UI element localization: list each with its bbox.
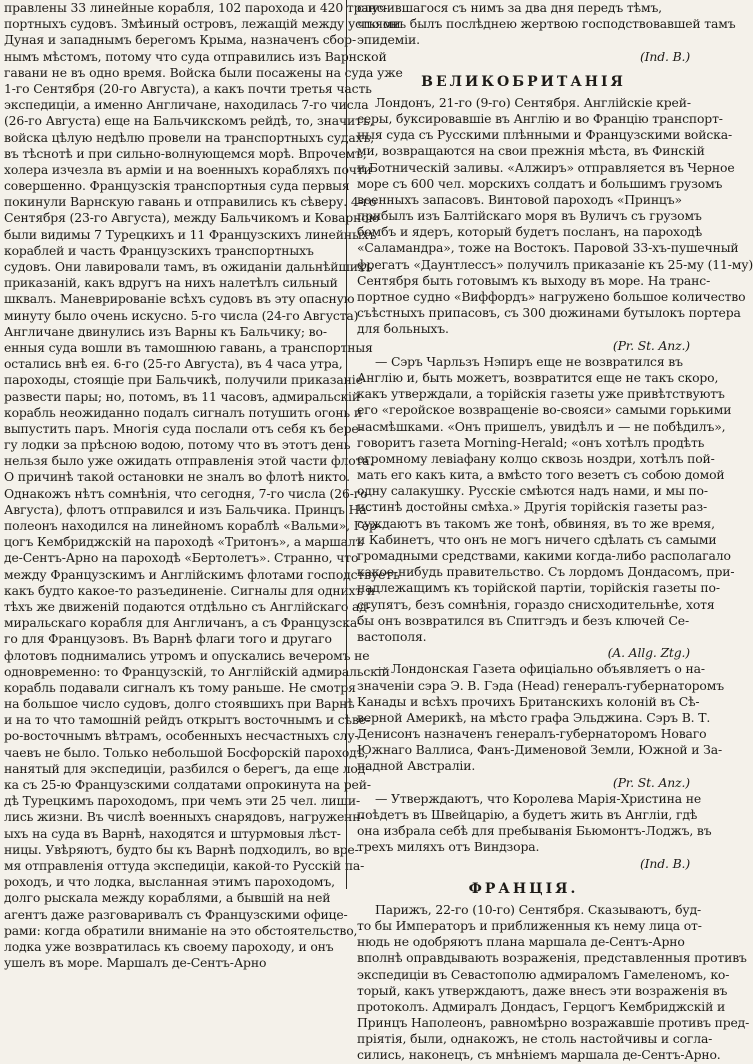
text-line: одну салакушку. Русскіе смѣются надъ нами, и мы по- [357,483,708,499]
text-line: вастополя. [357,628,427,644]
text-line: приказаній, какъ вдругъ на нихъ налетѣлъ сильный [4,275,338,291]
text-line: трехъ миляхъ отъ Виндзора. [357,839,540,855]
text-line: дѣ Турецкимъ пароходомъ, при чемъ эти 25 чел. лиши- [4,793,361,809]
text-line: пароходы, стоящіе при Бальчикѣ, получили приказаніе [4,372,363,388]
text-line: выпустить паръ. Многія суда послали отъ себя къ бере- [4,420,363,436]
text-line: какое-нибудь правительство. Съ лордомъ Дондасомъ, при- [357,564,735,580]
text-line: Денисонъ назначенъ генералъ-губернаторомъ Новаго [357,726,707,742]
text-line: портныхъ судовъ. Змѣиный островъ, лежащій между устьями [4,16,401,32]
source-citation: (Pr. St. Anz.) [612,774,690,790]
text-line: она избрала себѣ для пребыванія Бьюмонтъ-Лоджъ, въ [357,823,712,839]
text-line: ступятъ, безъ сомнѣнія, гораздо снисходительнѣе, хотя [357,596,715,612]
text-line: портное судно «Виффордъ» нагружено большое количество [357,289,746,304]
text-line: съѣстныхъ припасовъ, съ 300 дюжинами бутылокъ портера [357,305,741,321]
text-line: истинѣ достойны смѣха.» Другія торійскія газеты раз- [357,499,707,515]
text-line: сились, наконецъ, съ мнѣніемъ маршала де-Сентъ-Арно. [357,1047,721,1063]
text-line: войска цѣлую недѣлю провели на транспортныхъ судахъ, [4,129,374,145]
text-line: Сентября быть готовымъ къ выходу въ море. На транс- [357,272,711,288]
text-line: Парижъ, 22-го (10-го) Сентября. Сказываютъ, буд- [375,901,702,917]
article-paris [357,901,750,1064]
text-line: развести пары; но, потомъ, въ 11 часовъ, адмиральскій [4,388,360,404]
source-citation: (Ind. B.) [639,855,690,871]
text-line: кораблей и часть Французскихъ транспортныхъ [4,242,314,258]
text-line: енныя суда вошли въ тамошнюю гавань, а транспортныя [4,339,373,355]
text-line: эпидеміи. [357,32,420,48]
text-line: торый, какъ утверждаютъ, даже внесъ эти возраженія въ [357,982,728,998]
text-line: гавани не въ одно время. Войска были посажены на суда уже [4,64,403,80]
article-napier [357,353,735,645]
text-line: Англичане двинулись изъ Варны къ Бальчику; во- [4,323,327,339]
text-line: тѣхъ же движеній подаются отдѣльно съ Англійскаго ад- [4,598,371,614]
text-line: море съ 600 чел. морскихъ солдатъ и большимъ грузомъ [357,175,723,191]
text-line: одновременно: то Французскій, то Англійскій адмиральскій [4,663,390,679]
text-line: ушелъ въ море. Маршалъ де-Сентъ-Арно [4,955,267,971]
section-heading-france: ФРАНЦІЯ. [468,880,579,897]
text-line: падной Австраліи. [357,758,476,774]
text-line: шквалъ. Маневрированіе всѣхъ судовъ въ эту опасную [4,291,355,307]
source-citation: (A. Allg. Ztg.) [607,645,690,661]
text-line: агентъ даже разговаривалъ съ Французскими офице- [4,906,348,922]
text-line: военныхъ запасовъ. Винтовой пароходъ «Принцъ» [357,191,682,207]
text-line: го для Французовъ. Въ Варнѣ флаги того и другаго [4,631,332,647]
text-line: ыхъ на суда въ Варнѣ, находятся и штурмовыя лѣст- [4,825,341,841]
text-line: ка съ 25-ю Французскими солдатами опрокинута на рей- [4,777,371,792]
text-line: Южнаго Валлиса, Фанъ-Дименовой Земли, Южной и За- [357,742,723,758]
text-line: нымъ мѣстомъ, потому что суда отправились изъ Варнской [4,48,387,64]
text-line: вполнѣ оправдывають возраженія, представленныя противъ [357,950,747,966]
text-line: чаевъ не было. Только небольшой Босфорскій пароходъ, [4,744,369,760]
text-line: для больныхъ. [357,321,449,337]
right-column [357,0,753,1063]
text-line: поѣдетъ въ Швейцарію, а будетъ жить въ Англіи, гдѣ [357,807,698,822]
text-line: лись жизни. Въ числѣ военныхъ снарядовъ, нагруженн- [4,809,365,825]
text-line: какъ будто какое-то разъединеніе. Сигналы для однихъ и [4,582,376,598]
text-line: громадными средствами, какими когда-либо располагало [357,548,731,563]
column-divider [346,0,347,889]
text-line: его «геройское возвращеніе во-свояси» самыми горькими [357,402,732,418]
text-line: цогъ Кембриджскій на пароходѣ «Тритонъ», а маршалъ [4,534,364,550]
text-line: мя отправленія оттуда экспедиціи, какой-то Русскій па- [4,857,365,873]
text-line: экспедиціи, а именно Англичане, находилась 7-го числа [4,97,369,113]
text-line: огромному левіафану колцо сквозь ноздри, хотѣлъ пой- [357,450,715,466]
text-line: правлены 33 линейные корабля, 102 парохода и 420 транс- [4,0,388,15]
text-line: «Саламандра», тоже на Востокъ. Паровой 33-хъ-пушечный [357,240,739,256]
text-line: Дуная и западнымъ берегомъ Крыма, назначенъ сбор- [4,32,356,48]
text-line: корабль неожиданно подалъ сигналъ потушить огонь и [4,404,362,420]
text-line: надлежащимъ къ торійской партіи, торійскія газеты по- [357,580,720,596]
text-line: О причинѣ такой остановки не зналъ во флотѣ никто. [4,469,350,485]
text-line: Сентября (23-го Августа), между Бальчикомъ и Коварною [4,210,380,226]
text-line: нюдь не одобряютъ плана маршала де-Сентъ-Арно [357,934,685,950]
text-line: полеонъ находился на линейномъ кораблѣ «Вальми», Гер- [4,518,381,533]
text-line: на большое число судовъ, долго стоявшихъ при Варнѣ [4,696,355,712]
article-london [357,94,753,338]
text-line: холера изчезла въ арміи и на военныхъ корабляхъ почти [4,161,372,177]
text-line: долго рыскала между кораблями, а бывшій на ней [4,890,331,906]
text-line: роходъ, и что лодка, высланная этимъ пароходомъ, [4,874,335,890]
text-line: миральскаго корабля для Англичанъ, а съ Французска- [4,615,362,631]
text-line: нельзя было уже ожидать отправленія этой части флота. [4,453,374,469]
text-line: (26-го Августа) еще на Бальчикскомъ рейдѣ, то, значитъ, [4,113,374,129]
text-line: экспедиціи въ Севастополю адмираломъ Гамеленомъ, ко- [357,966,730,982]
text-line: верной Америкѣ, на мѣсто графа Эльджина. Сэръ В. Т. [357,709,711,725]
text-line: покинули Варнскую гавань и отправились къ сѣверу. 4-го [4,194,377,210]
text-line: ми, возвращаются на свои прежнія мѣста, въ Финскій [357,143,705,159]
text-line: бы онъ возвратился въ Спитгэдъ и безъ ключей Се- [357,612,689,628]
text-line: случившагося съ нимъ за два дня передъ тѣмъ, [357,0,662,15]
text-line: Принцъ Наполеонъ, равномѣрно возражавшіе противъ пред- [357,1015,750,1031]
text-line: прибылъ изъ Балтійскаго моря въ Вуличъ съ грузомъ [357,208,702,224]
text-line: и Кабинетъ, что онъ не могъ ничего сдѣлать съ самыми [357,531,717,547]
source-citation: (Pr. St. Anz.) [612,337,690,353]
text-line: значеніи сэра Э. В. Гэда (Head) генералъ-губернаторомъ [357,677,724,693]
text-line: лодка уже возвратилась къ своему пароходу, и онъ [4,938,334,954]
top-continuation [357,0,736,49]
text-line: нанятый для экспедиціи, разбился о берегъ, да еще лод- [4,760,370,776]
text-line: насмѣшками. «Онъ пришелъ, увидѣлъ и — не побѣдилъ», [357,418,726,434]
text-line: Канады и всѣхъ прочихъ Британскихъ колоній въ Сѣ- [357,693,700,709]
text-line: то бы Императоръ и приближенныя къ нему лица от- [357,917,702,933]
text-line: были видимы 7 Турецкихъ и 11 Французскихъ линейныхъ [4,226,377,242]
section-heading-britain: ВЕЛИКОБРИТАНІЯ [421,73,626,90]
text-line: фрегатъ «Даунтлессъ» получилъ приказаніе къ 25-му (11-му) [357,256,753,272]
text-line: пріятія, были, однакожъ, не столь настойчивы и согла- [357,1031,713,1047]
text-line: судовъ. Они лавировали тамъ, въ ожиданіи дальнѣйшихъ [4,259,373,274]
text-line: что онъ былъ послѣднею жертвою господствовавшей тамъ [357,16,736,32]
text-line: гу лодки за прѣсною водою, потому что въ этотъ день [4,437,351,453]
text-line: въ тѣснотѣ и при сильно-волнующемся морѣ. Впрочемъ, [4,145,367,161]
text-line: флотовъ поднимались утромъ и опускались вечеромъ не [4,647,370,663]
text-line: Англію и, быть можетъ, возвратится еще не такъ скоро, [357,369,719,385]
article-queen-christina [357,790,712,856]
text-line: остались внѣ ея. 6-го (25-го Августа), въ 4 часа утра, [4,356,343,372]
text-line: ро-восточнымъ вѣтрамъ, особенныхъ несчастныхъ слу- [4,728,359,744]
text-line: и на то что тамошній рейдъ открытъ восточнымъ и сѣве- [4,712,370,728]
text-line: Лондонъ, 21-го (9-го) Сентября. Англійскіе крей- [375,94,691,110]
text-line: минуту было очень искусно. 5-го числа (24-го Августа) [4,307,359,323]
text-line: между Французскимъ и Англійскимъ флотами господствуетъ [4,566,400,582]
text-line: совершенно. Французскія транспортныя суда первыя [4,178,350,194]
text-line: суждаютъ въ такомъ же тонѣ, обвиняя, въ то же время, [357,515,715,531]
text-line: протоколъ. Адмиралъ Дондасъ, Герцогъ Кембриджскій и [357,998,726,1014]
text-line: Августа), флотъ отправился и изъ Бальчика. Принцъ На- [4,501,371,517]
text-line: ныя суда съ Русскими плѣнными и Французскими войска- [357,127,732,143]
text-line: рами: когда обратили вниманіе на это обстоятельство, [4,922,358,938]
text-line: — Утверждаютъ, что Королева Марія-Христина не [375,790,702,806]
text-line: какъ утверждали, а торійскія газеты уже привѣтствуютъ [357,386,725,402]
text-line: ницы. Увѣряютъ, будто бы къ Варнѣ подходилъ, во вре- [4,841,359,857]
article-head-appointment [357,661,724,774]
text-line: — Сэръ Чарльзъ Нэпиръ еще не возвратился въ [375,353,683,369]
text-line: и Ботническій заливы. «Алжиръ» отправляется въ Черное [357,159,735,175]
text-line: корабль подавали сигналъ къ тому раньше. Не смотря [4,679,356,695]
text-line: серы, буксировавшіе въ Англію и во Францію транспорт- [357,110,723,126]
text-line: 1-го Сентября (20-го Августа), а какъ почти третья часть [4,80,372,96]
text-line: говоритъ газета Morning-Herald; «онъ хотѣлъ продѣть [357,434,705,450]
text-line: мать его какъ кита, а вмѣсто того везетъ съ собою домой [357,467,725,483]
text-line: бомбъ и ядеръ, который будетъ посланъ, на пароходѣ [357,224,703,240]
text-line: Однакожъ нѣтъ сомнѣнія, что сегодня, 7-го числа (26-го [4,485,368,501]
text-line: — Лондонская Газета офиціально объявляетъ о на- [375,661,705,677]
source-citation: (Ind. B.) [639,48,690,64]
text-line: де-Сентъ-Арно на пароходѣ «Бертолетъ». Странно, что [4,550,359,566]
